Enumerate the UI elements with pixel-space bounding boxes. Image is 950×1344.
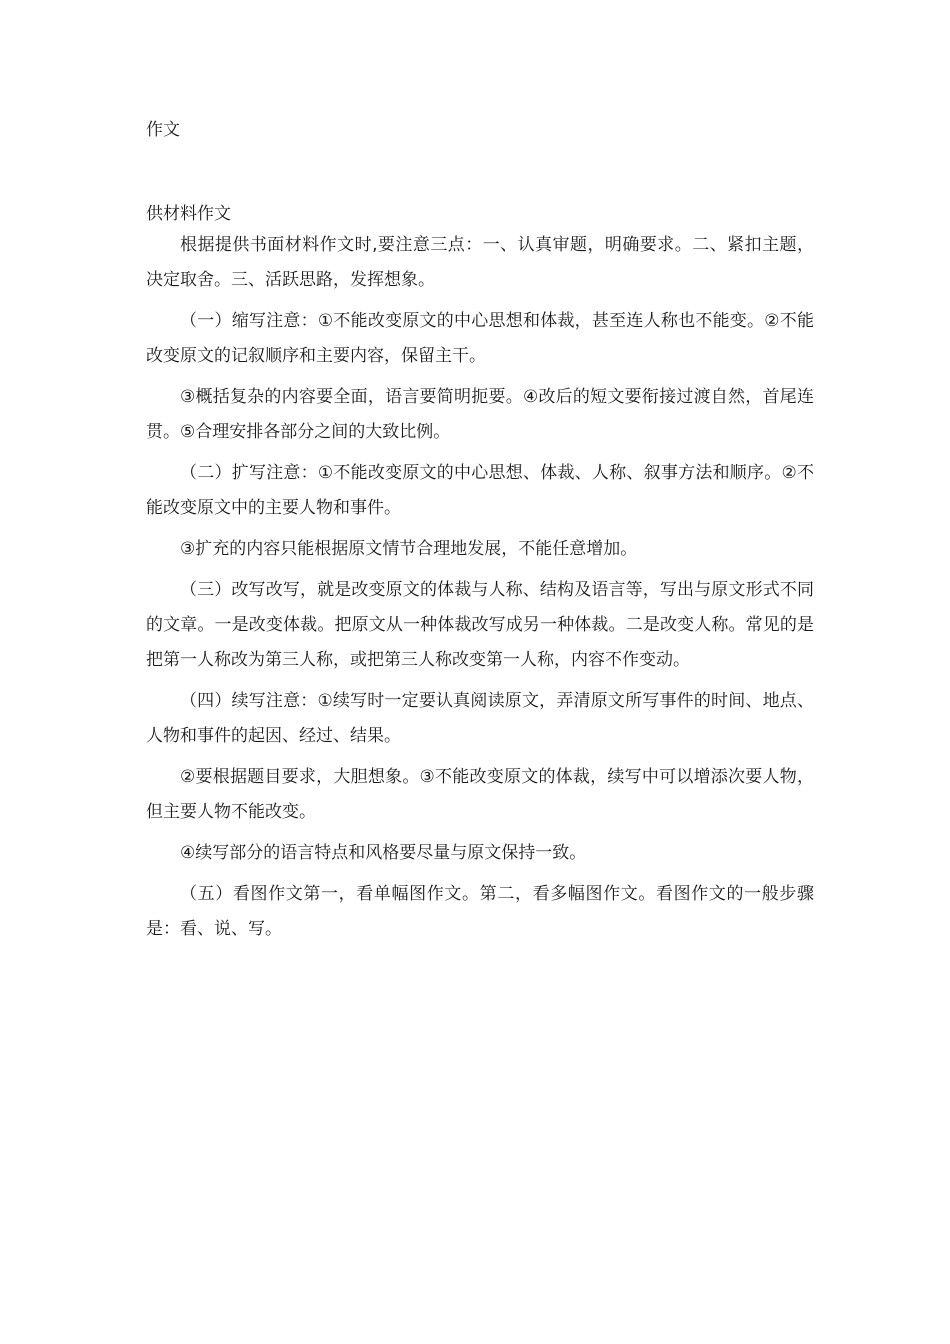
paragraph-picture: （五）看图作文第一，看单幅图作文。第二，看多幅图作文。看图作文的一般步骤是：看、说、写。: [146, 884, 814, 939]
section-heading: 供材料作文: [146, 204, 231, 224]
paragraph-rewrite: （三）改写改写，就是改变原文的体裁与人称、结构及语言等，写出与原文形式不同的文章。一是改变体裁。把原文从一种体裁改写成另一种体裁。二是改变人称。常见的是把第一人称改为第三人称，或把第三人称改变第一人称，内容不作变动。: [146, 580, 814, 670]
document-body: [146, 204, 814, 953]
paragraph-continue-1: （四）续写注意：①续写时一定要认真阅读原文，弄清原文所写事件的时间、地点、人物和事件的起因、经过、结果。: [146, 691, 814, 746]
paragraph-continue-3: ④续写部分的语言特点和风格要尽量与原文保持一致。: [180, 843, 587, 863]
paragraph-abridge-1: （一）缩写注意：①不能改变原文的中心思想和体裁，甚至连人称也不能变。②不能改变原文的记叙顺序和主要内容，保留主干。: [146, 311, 814, 366]
paragraph-expand-1: （二）扩写注意：①不能改变原文的中心思想、体裁、人称、叙事方法和顺序。②不能改变原文中的主要人物和事件。: [146, 463, 814, 518]
paragraph-intro: 根据提供书面材料作文时,要注意三点：一、认真审题，明确要求。二、紧扣主题，决定取舍。三、活跃思路，发挥想象。: [146, 235, 814, 290]
paragraph-expand-2: ③扩充的内容只能根据原文情节合理地发展，不能任意增加。: [180, 539, 638, 559]
document-title: 作文: [146, 120, 180, 140]
paragraph-abridge-2: ③概括复杂的内容要全面，语言要简明扼要。④改后的短文要衔接过渡自然，首尾连贯。⑤合理安排各部分之间的大致比例。: [146, 387, 814, 442]
paragraph-continue-2: ②要根据题目要求，大胆想象。③不能改变原文的体裁，续写中可以增添次要人物，但主要人物不能改变。: [146, 767, 814, 822]
